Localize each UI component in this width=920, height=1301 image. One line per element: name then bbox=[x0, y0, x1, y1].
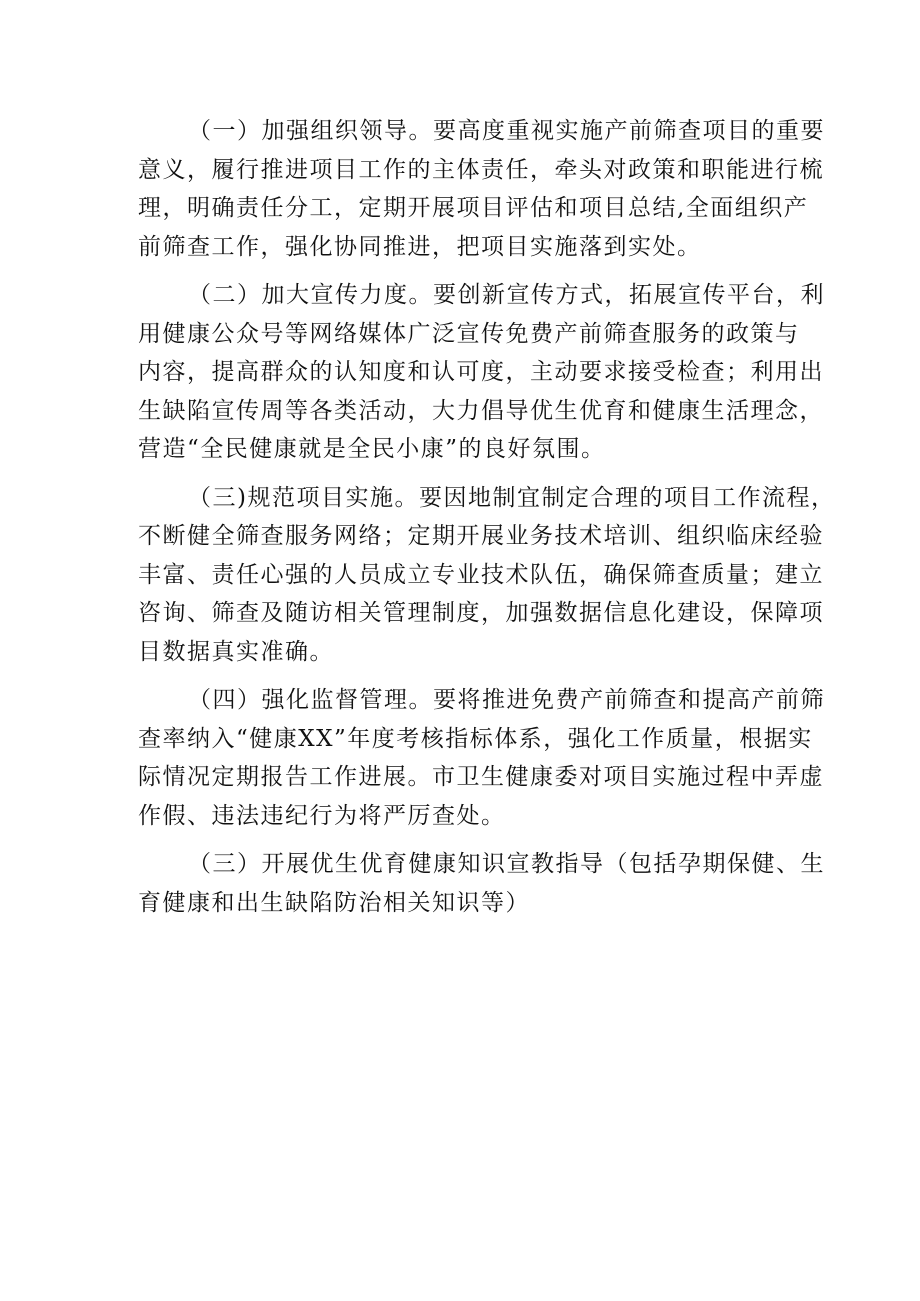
paragraph-line: 际情况定期报告工作进展。市卫生健康委对项目实施过程中弄虚 bbox=[138, 764, 824, 790]
paragraph-organization-leadership bbox=[138, 112, 825, 266]
paragraph-line: 意义，履行推进项目工作的主体责任，牵头对政策和职能进行梳 bbox=[138, 156, 824, 183]
paragraph-line: 不断健全筛查服务网络；定期开展业务技术培训、组织临床经验 bbox=[138, 523, 824, 549]
paragraph-project-implementation bbox=[138, 479, 836, 672]
paragraph-line: 内容，提高群众的认知度和认可度，主动要求接受检查；利用出 bbox=[138, 359, 824, 385]
paragraph-line: 营造“全民健康就是全民小康”的良好氛围。 bbox=[138, 436, 606, 462]
paragraph-line: 育健康和出生缺陷防治相关知识等） bbox=[138, 889, 530, 916]
paragraph-line: 目数据真实准确。 bbox=[138, 638, 334, 665]
paragraph-supervision bbox=[138, 681, 825, 835]
paragraph-line: （三）开展优生优育健康知识宣教指导（包括孕期保健、生 bbox=[188, 851, 825, 877]
paragraph-line: 丰富、责任心强的人员成立专业技术队伍，确保筛查质量；建立 bbox=[138, 561, 824, 588]
paragraph-line: 作假、违法违纪行为将严厉查处。 bbox=[138, 802, 506, 829]
paragraph-line: 查率纳入“健康XX”年度考核指标体系，强化工作质量，根据实 bbox=[138, 725, 813, 752]
paragraph-line: 生缺陷宣传周等各类活动，大力倡导优生优育和健康生活理念， bbox=[138, 397, 824, 424]
paragraph-line: （二）加大宣传力度。要创新宣传方式，拓展宣传平台，利 bbox=[188, 282, 825, 308]
paragraph-publicity bbox=[138, 276, 825, 469]
paragraph-line: （一）加强组织领导。要高度重视实施产前筛查项目的重要 bbox=[188, 118, 825, 144]
paragraph-line: （三)规范项目实施。要因地制宜制定合理的项目工作流程， bbox=[188, 484, 836, 511]
paragraph-line: （四）强化监督管理。要将推进免费产前筛查和提高产前筛 bbox=[188, 687, 825, 713]
paragraph-health-education bbox=[138, 845, 825, 922]
paragraph-line: 前筛查工作，强化协同推进，把项目实施落到实处。 bbox=[138, 233, 702, 260]
paragraph-line: 理，明确责任分工，定期开展项目评估和项目总结,全面组织产 bbox=[138, 195, 809, 221]
paragraph-line: 咨询、筛查及随访相关管理制度，加强数据信息化建设，保障项 bbox=[138, 600, 824, 626]
document-body bbox=[138, 112, 836, 932]
paragraph-line: 用健康公众号等网络媒体广泛宣传免费产前筛查服务的政策与 bbox=[138, 320, 800, 347]
